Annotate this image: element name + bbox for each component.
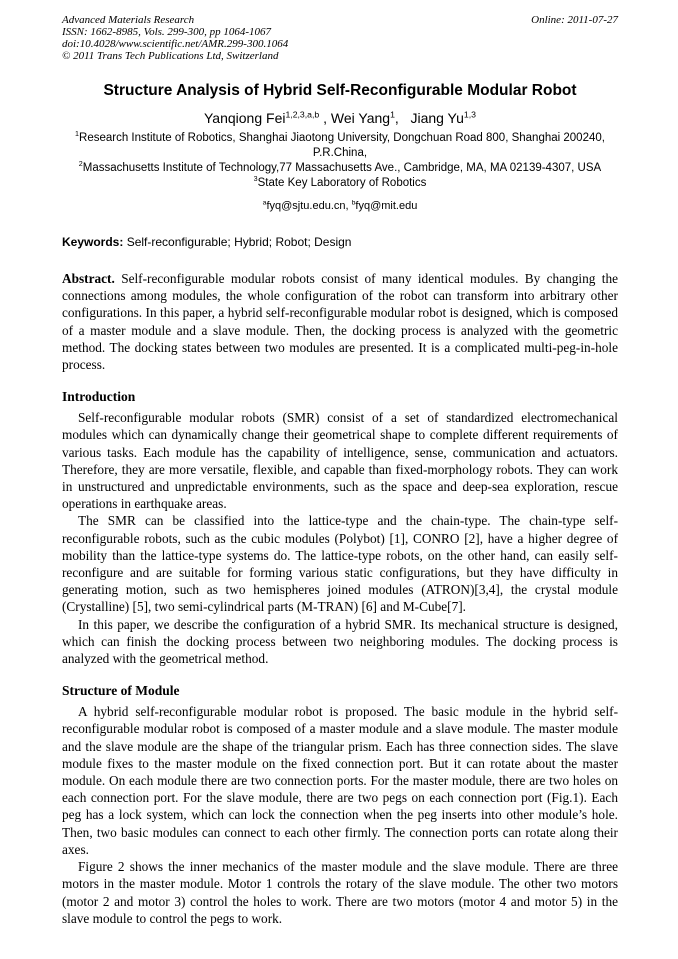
email-address: fyq@sjtu.edu.cn,: [266, 200, 352, 212]
section-heading-introduction: Introduction: [62, 389, 136, 405]
author-name: Yanqiong Fei: [204, 110, 286, 126]
keywords-label: Keywords:: [62, 235, 124, 249]
author-name: Jiang Yu: [410, 110, 464, 126]
affiliation-mark: 1: [75, 130, 80, 139]
issn-line: ISSN: 1662-8985, Vols. 299-300, pp 1064-1067: [62, 26, 271, 38]
introduction-paragraph-2: The SMR can be classified into the lattice-type and the chain-type. The chain-type self-reconfigurable robots, such as the cubic modules (Polybot) [1], CONRO [2], have a higher degree of mobility than the lattice-type systems do. The lattice-type robots, on the other hand, can easily self-reconfigure and are suitable for forming various static configurations, but they have difficulty in generating motion, such as two hemispheres joined modules (ATRON)[3,4], the crystal module (Crystalline) [5], two semi-cylindrical parts (M-TRAN) [6] and M-Cube[7].: [62, 513, 618, 615]
author-line: [62, 109, 618, 127]
affiliation: [62, 131, 618, 161]
affiliation-mark: 3: [253, 175, 258, 184]
author-affil-marks: 1,3: [463, 109, 476, 120]
doi-line: doi:10.4028/www.scientific.net/AMR.299-300.1064: [62, 38, 289, 50]
paper-title: Structure Analysis of Hybrid Self-Reconfigurable Modular Robot: [103, 82, 577, 99]
abstract-paragraph: [62, 270, 618, 373]
online-date: Online: 2011-07-27: [531, 14, 618, 26]
author-name: Wei Yang: [330, 110, 391, 126]
abstract-text: Self-reconfigurable modular robots consist of many identical modules. By changing the connections among modules, the whole configuration of the robot can transform into arbitrary other configurations. In this paper, a hybrid self-reconfigurable modular robot is designed, which is composed of a master module and a slave module. Then, the docking process is analyzed with the geometric method. The docking states between two modules are presented. It is a complicated multi-peg-in-hole process.: [62, 271, 618, 373]
author-affil-marks: 1: [390, 109, 395, 120]
author-emails: [62, 199, 618, 213]
author-separator: ,: [319, 110, 331, 126]
affiliation-text: Research Institute of Robotics, Shanghai Jiaotong University, Dongchuan Road 800, Shanghai 200240, P.R.China,: [79, 132, 605, 159]
email-mark: a: [262, 199, 267, 207]
affiliation: [62, 161, 618, 176]
keywords-line: [62, 235, 618, 250]
structure-paragraph-1: A hybrid self-reconfigurable modular robot is proposed. The basic module in the hybrid self-reconfigurable modular robot is composed of a master module and a slave module. The master module and the slave module are the shape of the triangular prism. Each has three connection sides. The slave module fixes to the master module on the fixed connection port. But it can rotate about the master module. On each module there are two connection ports. For the master module, there are two holes on each connection port. For the slave module, there are two pegs on each connection port (Fig.1). Each peg has a lock system, which can lock the connection when the peg inserts into other module’s hole. Then, two basic modules can connect to each other firmly. The connection ports can rotate along their axes.: [62, 704, 618, 857]
introduction-paragraph-3: In this paper, we describe the configuration of a hybrid SMR. Its mechanical structure is designed, which can finish the docking process between two neighboring modules. The docking process is analyzed with the geometrical method.: [62, 616, 618, 667]
affiliation: [62, 176, 618, 191]
email-address: fyq@mit.edu: [355, 200, 418, 212]
email-mark: b: [351, 199, 356, 207]
affiliation-text: State Key Laboratory of Robotics: [257, 177, 427, 189]
journal-header-left: [62, 14, 288, 62]
author-separator: ,: [394, 110, 411, 126]
journal-name: Advanced Materials Research: [62, 14, 195, 26]
author-affil-marks: 1,2,3,a,b: [285, 109, 320, 120]
structure-paragraph-2: Figure 2 shows the inner mechanics of the master module and the slave module. There are three motors in the master module. Motor 1 controls the rotary of the slave module. The other two motors (motor 2 and motor 3) control the holes to work. There are two motors (motor 4 and motor 5) in the slave module to control the pegs to work.: [62, 859, 618, 926]
journal-header: [62, 14, 618, 62]
affiliations-block: [62, 131, 618, 191]
affiliation-text: Massachusetts Institute of Technology,77 Massachusetts Ave., Cambridge, MA, MA 02139-4307, USA: [82, 162, 602, 174]
copyright-line: © 2011 Trans Tech Publications Ltd, Switzerland: [62, 50, 279, 62]
section-heading-structure-of-module: Structure of Module: [62, 683, 180, 699]
introduction-paragraph-1: Self-reconfigurable modular robots (SMR) consist of a set of standardized electromechanical modules which can dynamically change their geometrical shape to complete different requirements of various tasks. Each module has the capability of intelligence, sense, communication and actuators. Therefore, they are more versatile, flexible, and capable than fixed-morphology robots. They can work in unstructured and unpredictable environments, such as the space and deep-sea exploration, rescue operations in earthquake areas.: [62, 410, 618, 512]
abstract-label: Abstract.: [62, 271, 115, 286]
affiliation-mark: 2: [78, 160, 83, 169]
keywords-text: Self-reconfigurable; Hybrid; Robot; Design: [126, 235, 352, 249]
